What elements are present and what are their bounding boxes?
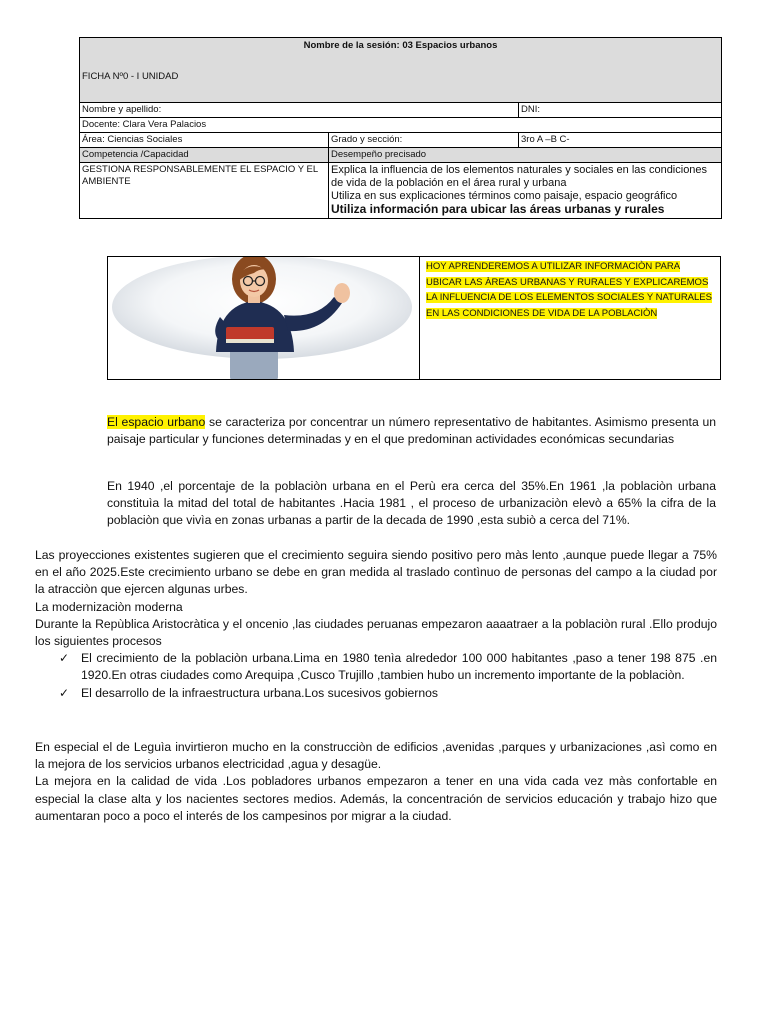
area-field: Área: Ciencias Sociales: [80, 133, 329, 148]
list-item-text: El crecimiento de la poblaciòn urbana.Lima en 1980 tenìa alrededor 100 000 habitantes ,paso a tener 198 875 .en 1920.En otras ciudades como Arequipa ,Cusco Trujillo ,tambien hubo un incremento importante de la poblaciòn.: [81, 651, 717, 683]
paragraph-quality-of-life: La mejora en la calidad de vida .Los pobladores urbanos empezaron a tener en una vida cada vez màs confortable en especial la clase alta y los nacientes sectores medios. Además, la concentración de servicios educación y trabajo hizo que aumentaran poco a poco el interés de los campesinos por migrar a la ciudad.: [35, 774, 717, 823]
grade-value: 3ro A –B C-: [519, 133, 722, 148]
paragraph-projections: Las proyecciones existentes sugieren que el crecimiento seguira siendo positivo pero màs lento ,aunque puede llegar a 75% en el año 2025.Este crecimiento urbano se debe en gran medida al traslado contìnuo de personas del campo a la ciudad por la atracciòn que ejercen algunas urbes.: [35, 548, 717, 597]
performance-cell: [329, 163, 722, 219]
teacher-figure-icon: [108, 257, 419, 379]
checkmark-icon: ✓: [59, 651, 70, 666]
list-item: [35, 650, 717, 684]
main-text-block: [35, 547, 717, 702]
paragraph-republic: Durante la Repùblica Aristocràtica y el oncenio ,las ciudades peruanas empezaron aaaatraer a la poblaciòn rural .Ello produjo los siguientes procesos: [35, 616, 717, 649]
section-heading: La modernizaciòn moderna: [35, 599, 183, 614]
teacher-field: Docente: Clara Vera Palacios: [80, 118, 722, 133]
performance-item-3: Utiliza información para ubicar las áreas urbanas y rurales: [331, 202, 665, 216]
competence-label: Competencia /Capacidad: [80, 148, 329, 163]
dni-field: DNI:: [519, 103, 722, 118]
checkmark-icon: ✓: [59, 685, 70, 700]
session-title: Nombre de la sesión: 03 Espacios urbanos: [303, 40, 498, 51]
process-list: [35, 650, 717, 702]
intro-box: [107, 256, 721, 380]
lesson-objective: [420, 257, 720, 379]
name-field: Nombre y apellido:: [80, 103, 519, 118]
session-header-table: [79, 37, 722, 219]
grade-label: Grado y sección:: [329, 133, 519, 148]
competence-value: GESTIONA RESPONSABLEMENTE EL ESPACIO Y EL AMBIENTE: [80, 163, 329, 219]
teacher-illustration: [108, 257, 420, 379]
lesson-objective-text: HOY APRENDEREMOS A UTILIZAR INFORMACIÒN PARA UBICAR LAS ÀREAS URBANAS Y RURALES Y EXPLICAREMOS LA INFLUENCIA DE LOS ELEMENTOS SOCIALES Y NATURALES EN LAS CONDICIONES DE VIDA DE LA POBLACIÒN: [426, 261, 712, 319]
definition-text: se caracteriza por concentrar un número representativo de habitantes. Asimismo presenta un paisaje particular y funciones determinadas y en el que predominan actividades económicas secundarias: [107, 415, 716, 447]
list-item: [35, 685, 717, 702]
paragraph-leguia: En especial el de Leguìa invirtieron mucho en la construcciòn de edificios ,avenidas ,parques y urbanizaciones ,asì como en la mejora de los servicios urbanos electricidad ,agua y desagüe.: [35, 740, 717, 772]
ficha-label: FICHA Nº0 - I UNIDAD: [82, 71, 179, 82]
urban-space-term: El espacio urbano: [107, 415, 206, 429]
performance-item-1: Explica la influencia de los elementos naturales y sociales en las condiciones de vida de la población en el área rural y urbana: [331, 164, 708, 189]
list-item-text: El desarrollo de la infraestructura urbana.Los sucesivos gobiernos: [81, 685, 439, 700]
performance-item-2: Utiliza en sus explicaciones términos como paisaje, espacio geográfico: [331, 190, 678, 202]
closing-text-block: [35, 739, 717, 825]
performance-label: Desempeño precisado: [329, 148, 722, 163]
session-title-cell: [80, 38, 722, 103]
paragraph-history: En 1940 ,el porcentaje de la poblaciòn urbana en el Perù era cerca del 35%.En 1961 ,la poblaciòn urbana constituìa la mitad del total de habitantes .Hacia 1981 , el proceso de urbanizaciòn elevò a 65% la cifra de la poblaciòn que vivìa en zonas urbanas a partir de la decada de 1990 ,esta subiò a cerca del 71%.: [107, 479, 716, 528]
paragraph-definition: [107, 414, 716, 448]
